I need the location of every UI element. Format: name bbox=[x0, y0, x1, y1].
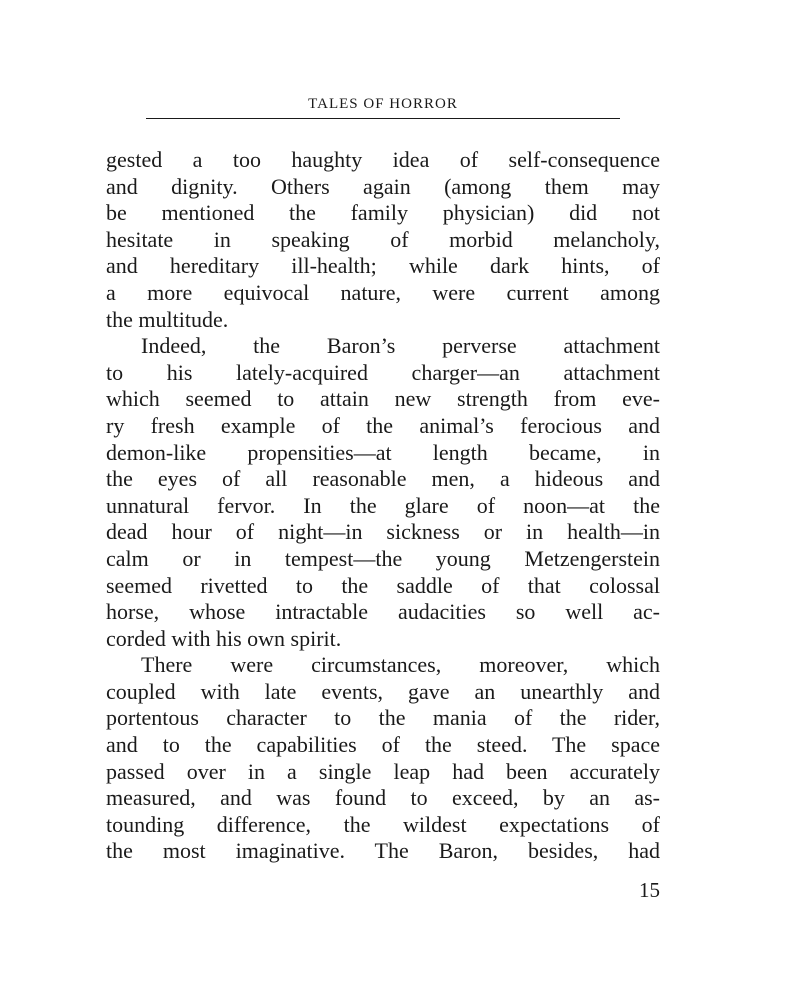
text-line: seemed rivetted to the saddle of that colossal bbox=[106, 572, 660, 598]
text-line: portentous character to the mania of the rider, bbox=[106, 705, 660, 731]
text-line: unnatural fervor. In the glare of noon—at the bbox=[106, 492, 660, 518]
text-line: and to the capabilities of the steed. The space bbox=[106, 732, 660, 758]
text-line: and dignity. Others again (among them may bbox=[106, 173, 660, 199]
text-line: be mentioned the family physician) did not bbox=[106, 200, 660, 226]
text-line: corded with his own spirit. bbox=[106, 625, 342, 651]
running-head-title: TALES OF HORROR bbox=[308, 96, 458, 112]
text-line: the multitude. bbox=[106, 306, 229, 332]
text-line: a more equivocal nature, were current among bbox=[106, 279, 660, 305]
text-line: horse, whose intractable audacities so well ac- bbox=[106, 599, 660, 625]
paragraph-first-line: There were circumstances, moreover, which bbox=[141, 652, 660, 678]
body-text bbox=[106, 147, 660, 865]
text-line: tounding difference, the wildest expectations of bbox=[106, 811, 660, 837]
text-line: ry fresh example of the animal’s ferocious and bbox=[106, 412, 660, 438]
text-line: and hereditary ill-health; while dark hints, of bbox=[106, 253, 660, 279]
text-line: demon-like propensities—at length became, in bbox=[106, 439, 660, 465]
text-line: coupled with late events, gave an unearthly and bbox=[106, 678, 660, 704]
text-line: the most imaginative. The Baron, besides, had bbox=[106, 838, 660, 864]
text-line: dead hour of night—in sickness or in health—in bbox=[106, 519, 660, 545]
text-line: passed over in a single leap had been accurately bbox=[106, 758, 660, 784]
text-line: gested a too haughty idea of self-consequence bbox=[106, 147, 660, 172]
text-line: measured, and was found to exceed, by an as- bbox=[106, 785, 660, 811]
header-rule bbox=[146, 118, 620, 119]
page-number: 15 bbox=[639, 878, 660, 902]
paragraph-first-line: Indeed, the Baron’s perverse attachment bbox=[141, 333, 660, 359]
text-line: the eyes of all reasonable men, a hideous and bbox=[106, 466, 660, 492]
text-line: which seemed to attain new strength from eve- bbox=[106, 386, 660, 412]
text-line: hesitate in speaking of morbid melancholy, bbox=[106, 226, 660, 252]
text-line: to his lately-acquired charger—an attachment bbox=[106, 359, 660, 385]
text-line: calm or in tempest—the young Metzengerstein bbox=[106, 545, 660, 571]
